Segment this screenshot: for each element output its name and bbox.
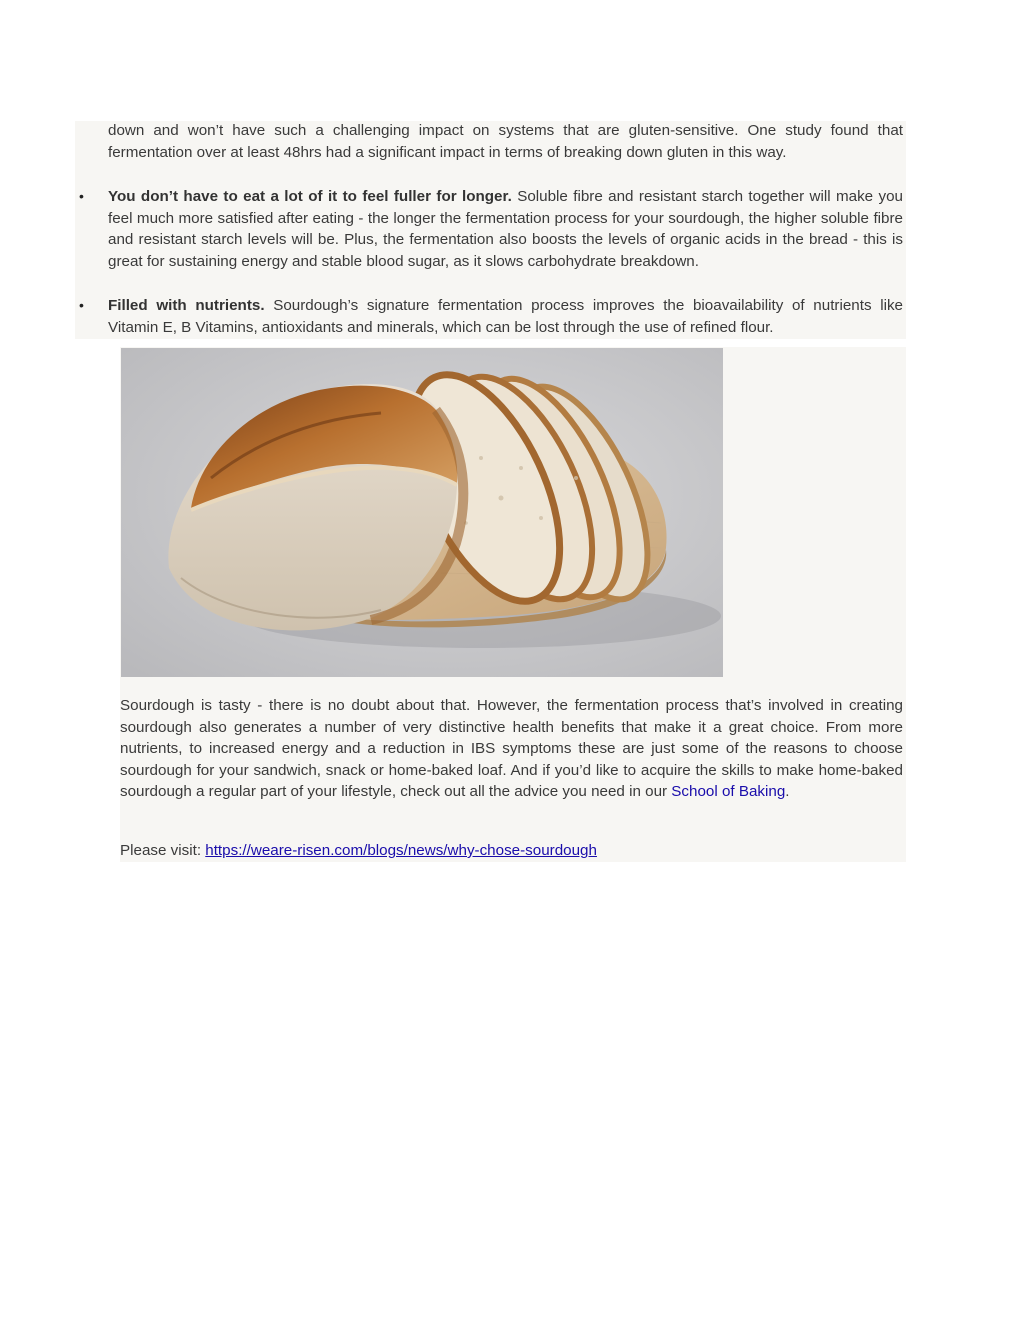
summary-text: Sourdough is tasty - there is no doubt about that. However, the fermentation process that’s involved in creating sourdough also generates a number of very distinctive health benefits that make it a great choice. From more nutrients, to increased energy and a reduction in IBS symptoms these are just some of the reasons to choose sourdough for your sandwich, snack or home-baked loaf. And if you’d like to acquire the skills to make home-baked sourdough a regular part of your lifestyle, check out all the advice you need in our: [120, 697, 903, 801]
summary-paragraph: [120, 695, 903, 803]
bullet-text: [108, 295, 903, 338]
visit-prefix: Please visit:: [120, 842, 206, 859]
bullet-heading: Filled with nutrients.: [108, 297, 265, 314]
bullet-dot: •: [79, 297, 84, 313]
source-url-link[interactable]: https://weare-risen.com/blogs/news/why-chose-sourdough: [205, 842, 597, 859]
visit-line: [120, 840, 903, 862]
bullet-body: Sourdough’s signature fermentation process improves the bioavailability of nutrients like Vitamin E, B Vitamins, antioxidants and minerals, which can be lost through the use of refined flour.: [108, 297, 904, 336]
summary-period: .: [785, 783, 790, 801]
bullet-text: [108, 186, 903, 272]
bullet-heading: You don’t have to eat a lot of it to feel fuller for longer.: [108, 188, 512, 205]
intro-continuation: down and won’t have such a challenging impact on systems that are gluten-sensitive. One study found that fermentation over at least 48hrs had a significant impact in terms of breaking down gluten in this way.: [108, 122, 903, 161]
bullet-body: Soluble fibre and resistant starch together will make you feel much more satisfied after eating - the longer the fermentation process for your sourdough, the higher soluble fibre and resistant starch levels will be. Plus, the fermentation also boosts the levels of organic acids in the bread - this is great for sustaining energy and stable blood sugar, as it slows carbohydrate breakdown.: [108, 188, 903, 270]
sourdough-bread-photo: [121, 348, 723, 677]
bullet-dot: •: [79, 188, 84, 204]
school-of-baking-link[interactable]: School of Baking: [671, 783, 786, 801]
